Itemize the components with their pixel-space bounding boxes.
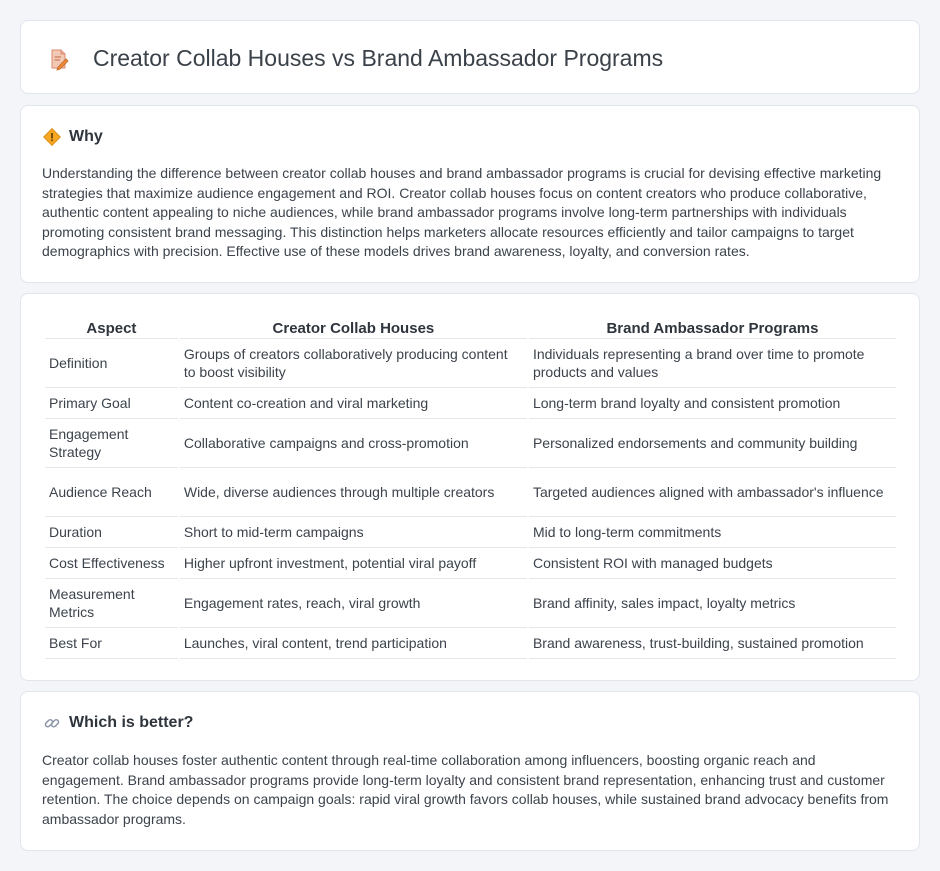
aspect-cell: Primary Goal [45, 388, 178, 419]
table-header-row [45, 315, 896, 339]
aspect-cell: Duration [45, 517, 178, 548]
table-row [45, 388, 896, 419]
table-row [45, 579, 896, 628]
why-section [20, 105, 920, 283]
ambassador-cell: Individuals representing a brand over time to promote products and values [529, 339, 896, 388]
aspect-cell: Best For [45, 628, 178, 659]
ambassador-cell: Mid to long-term commitments [529, 517, 896, 548]
collab-cell: Collaborative campaigns and cross-promotion [180, 419, 527, 468]
collab-cell: Engagement rates, reach, viral growth [180, 579, 527, 628]
aspect-cell: Measurement Metrics [45, 579, 178, 628]
link-icon [43, 714, 61, 732]
collab-cell: Higher upfront investment, potential viral payoff [180, 548, 527, 579]
collab-cell: Content co-creation and viral marketing [180, 388, 527, 419]
collab-cell: Wide, diverse audiences through multiple creators [180, 468, 527, 517]
ambassador-cell: Long-term brand loyalty and consistent promotion [529, 388, 896, 419]
ambassador-cell: Brand affinity, sales impact, loyalty metrics [529, 579, 896, 628]
aspect-cell: Cost Effectiveness [45, 548, 178, 579]
aspect-cell: Definition [45, 339, 178, 388]
collab-cell: Short to mid-term campaigns [180, 517, 527, 548]
aspect-cell: Engagement Strategy [45, 419, 178, 468]
table-row [45, 517, 896, 548]
aspect-cell: Audience Reach [45, 468, 178, 517]
better-title: Which is better? [69, 714, 194, 731]
ambassador-cell: Brand awareness, trust-building, sustained promotion [529, 628, 896, 659]
column-header: Brand Ambassador Programs [529, 315, 896, 339]
collab-cell: Launches, viral content, trend participation [180, 628, 527, 659]
comparison-table [43, 315, 898, 659]
why-text: Understanding the difference between creator collab houses and brand ambassador programs is crucial for devising effective marketing strategies that maximize audience engagement and ROI. Creator collab houses focus on content creators who produce collaborative, authentic content appealing to niche audiences, while brand ambassador programs involve long-term partnerships with individuals promoting consistent brand messaging. This distinction helps marketers allocate resources efficiently and tailor campaigns to target demographics with precision. Effective use of these models drives brand awareness, loyalty, and conversion rates. [42, 165, 882, 259]
table-row [45, 419, 896, 468]
ambassador-cell: Personalized endorsements and community building [529, 419, 896, 468]
ambassador-cell: Targeted audiences aligned with ambassador's influence [529, 468, 896, 517]
title-card [20, 20, 920, 94]
better-text: Creator collab houses foster authentic content through real-time collaboration among influencers, boosting organic reach and engagement. Brand ambassador programs provide long-term loyalty and consistent brand representation, enhancing trust and customer retention. The choice depends on campaign goals: rapid viral growth favors collab houses, while sustained brand advocacy benefits from ambassador programs. [42, 752, 889, 827]
document-pencil-icon [47, 47, 71, 71]
better-heading [43, 714, 193, 732]
table-row [45, 548, 896, 579]
table-row [45, 468, 896, 517]
why-heading [43, 128, 103, 146]
table-row [45, 628, 896, 659]
column-header: Aspect [45, 315, 178, 339]
why-title: Why [69, 128, 103, 145]
diamond-warning-icon [43, 128, 61, 146]
comparison-section [20, 293, 920, 681]
page-title: Creator Collab Houses vs Brand Ambassador Programs [93, 45, 664, 71]
which-is-better-section [20, 691, 920, 851]
ambassador-cell: Consistent ROI with managed budgets [529, 548, 896, 579]
collab-cell: Groups of creators collaboratively producing content to boost visibility [180, 339, 527, 388]
table-row [45, 339, 896, 388]
column-header: Creator Collab Houses [180, 315, 527, 339]
